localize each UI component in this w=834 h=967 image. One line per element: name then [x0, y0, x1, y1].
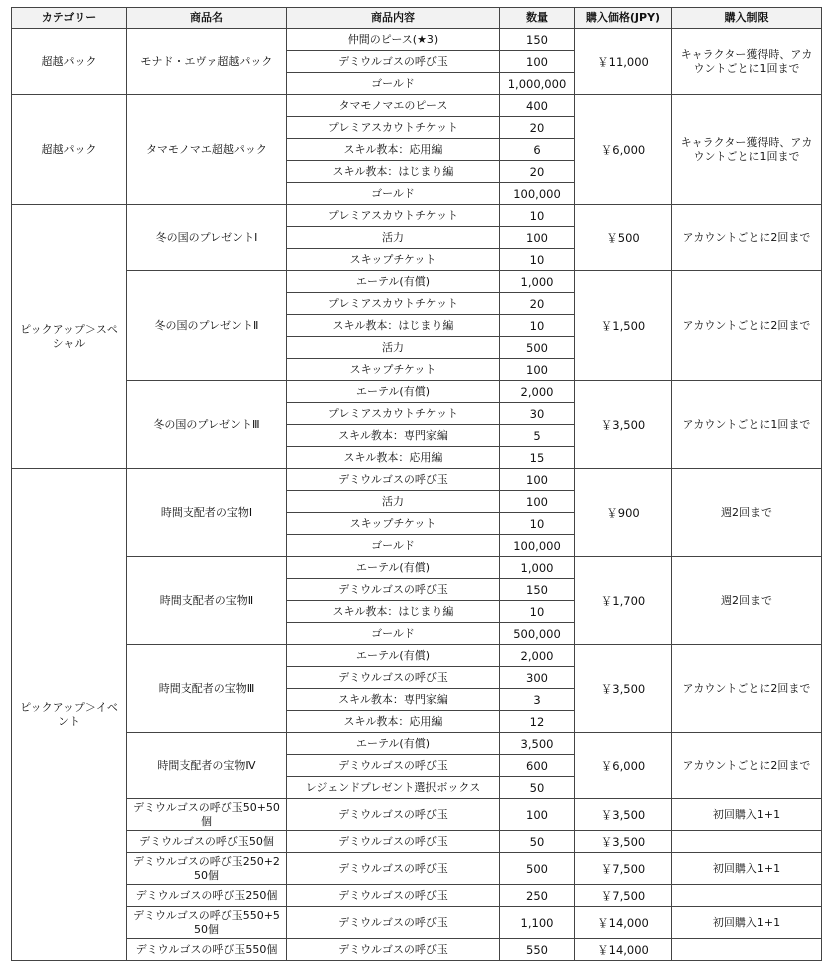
item-content-cell: デミウルゴスの呼び玉: [287, 667, 500, 689]
item-content-cell: デミウルゴスの呼び玉: [287, 939, 500, 961]
item-quantity-cell: 100: [500, 491, 575, 513]
category-cell: 超越パック: [12, 29, 127, 95]
table-row: [12, 733, 822, 755]
price-cell: ￥3,500: [575, 645, 672, 733]
product-name-cell: デミウルゴスの呼び玉250+250個: [127, 853, 287, 885]
item-quantity-cell: 6: [500, 139, 575, 161]
item-quantity-cell: 1,000,000: [500, 73, 575, 95]
item-quantity-cell: 100: [500, 799, 575, 831]
header-quantity: 数量: [500, 8, 575, 29]
item-quantity-cell: 20: [500, 293, 575, 315]
header-product-content: 商品内容: [287, 8, 500, 29]
header-purchase-limit: 購入制限: [672, 8, 822, 29]
item-content-cell: スキップチケット: [287, 359, 500, 381]
item-quantity-cell: 600: [500, 755, 575, 777]
item-content-cell: プレミアスカウトチケット: [287, 293, 500, 315]
purchase-limit-cell: 初回購入1+1: [672, 853, 822, 885]
product-name-cell: 時間支配者の宝物Ⅰ: [127, 469, 287, 557]
item-content-cell: タマモノマエのピース: [287, 95, 500, 117]
category-cell: 超越パック: [12, 95, 127, 205]
item-content-cell: エーテル(有償): [287, 271, 500, 293]
item-quantity-cell: 100: [500, 227, 575, 249]
product-name-cell: タマモノマエ超越パック: [127, 95, 287, 205]
item-quantity-cell: 150: [500, 29, 575, 51]
price-cell: ￥7,500: [575, 853, 672, 885]
item-content-cell: デミウルゴスの呼び玉: [287, 907, 500, 939]
item-content-cell: デミウルゴスの呼び玉: [287, 469, 500, 491]
item-content-cell: エーテル(有償): [287, 645, 500, 667]
item-content-cell: デミウルゴスの呼び玉: [287, 755, 500, 777]
item-quantity-cell: 20: [500, 117, 575, 139]
item-content-cell: 仲間のピース(★3): [287, 29, 500, 51]
item-content-cell: プレミアスカウトチケット: [287, 403, 500, 425]
table-row: [12, 853, 822, 885]
item-content-cell: スキル教本：応用編: [287, 139, 500, 161]
price-cell: ￥11,000: [575, 29, 672, 95]
table-row: [12, 271, 822, 293]
item-content-cell: プレミアスカウトチケット: [287, 117, 500, 139]
item-quantity-cell: 50: [500, 777, 575, 799]
table-row: [12, 381, 822, 403]
table-row: [12, 885, 822, 907]
price-cell: ￥14,000: [575, 939, 672, 961]
item-quantity-cell: 3: [500, 689, 575, 711]
item-quantity-cell: 150: [500, 579, 575, 601]
purchase-limit-cell: [672, 831, 822, 853]
item-quantity-cell: 100: [500, 469, 575, 491]
table-row: [12, 799, 822, 831]
item-quantity-cell: 550: [500, 939, 575, 961]
table-row: [12, 831, 822, 853]
item-quantity-cell: 100: [500, 51, 575, 73]
item-quantity-cell: 500: [500, 853, 575, 885]
table-row: [12, 557, 822, 579]
product-name-cell: 時間支配者の宝物Ⅱ: [127, 557, 287, 645]
item-content-cell: デミウルゴスの呼び玉: [287, 831, 500, 853]
item-content-cell: スキル教本：はじまり編: [287, 601, 500, 623]
purchase-limit-cell: [672, 885, 822, 907]
table-row: [12, 469, 822, 491]
item-content-cell: ゴールド: [287, 623, 500, 645]
item-quantity-cell: 10: [500, 601, 575, 623]
purchase-limit-cell: アカウントごとに1回まで: [672, 381, 822, 469]
table-body: [12, 29, 822, 961]
product-name-cell: デミウルゴスの呼び玉50個: [127, 831, 287, 853]
header-category: カテゴリー: [12, 8, 127, 29]
purchase-limit-cell: 初回購入1+1: [672, 907, 822, 939]
item-quantity-cell: 300: [500, 667, 575, 689]
item-content-cell: ゴールド: [287, 183, 500, 205]
purchase-limit-cell: キャラクター獲得時、アカウントごとに1回まで: [672, 29, 822, 95]
product-name-cell: 冬の国のプレゼントⅡ: [127, 271, 287, 381]
item-content-cell: スキル教本：専門家編: [287, 689, 500, 711]
item-content-cell: スキル教本：はじまり編: [287, 161, 500, 183]
table-row: [12, 907, 822, 939]
item-content-cell: スキル教本：応用編: [287, 447, 500, 469]
product-name-cell: 冬の国のプレゼントⅠ: [127, 205, 287, 271]
item-content-cell: エーテル(有償): [287, 381, 500, 403]
price-cell: ￥500: [575, 205, 672, 271]
price-cell: ￥3,500: [575, 381, 672, 469]
item-quantity-cell: 400: [500, 95, 575, 117]
item-content-cell: 活力: [287, 337, 500, 359]
item-quantity-cell: 100,000: [500, 183, 575, 205]
item-quantity-cell: 10: [500, 513, 575, 535]
item-quantity-cell: 5: [500, 425, 575, 447]
price-cell: ￥14,000: [575, 907, 672, 939]
item-quantity-cell: 50: [500, 831, 575, 853]
purchase-limit-cell: アカウントごとに2回まで: [672, 645, 822, 733]
item-content-cell: スキップチケット: [287, 513, 500, 535]
item-quantity-cell: 3,500: [500, 733, 575, 755]
purchase-limit-cell: 初回購入1+1: [672, 799, 822, 831]
purchase-limit-cell: 週2回まで: [672, 557, 822, 645]
product-name-cell: デミウルゴスの呼び玉550+550個: [127, 907, 287, 939]
item-content-cell: エーテル(有償): [287, 733, 500, 755]
price-cell: ￥1,700: [575, 557, 672, 645]
item-quantity-cell: 12: [500, 711, 575, 733]
header-row: [12, 8, 822, 29]
price-cell: ￥6,000: [575, 95, 672, 205]
price-cell: ￥900: [575, 469, 672, 557]
purchase-limit-cell: アカウントごとに2回まで: [672, 205, 822, 271]
item-quantity-cell: 10: [500, 315, 575, 337]
table-row: [12, 29, 822, 51]
price-cell: ￥6,000: [575, 733, 672, 799]
item-content-cell: スキル教本：応用編: [287, 711, 500, 733]
category-cell: ピックアップ＞イベント: [12, 469, 127, 961]
item-quantity-cell: 2,000: [500, 645, 575, 667]
item-content-cell: デミウルゴスの呼び玉: [287, 799, 500, 831]
item-content-cell: スキップチケット: [287, 249, 500, 271]
item-quantity-cell: 100: [500, 359, 575, 381]
item-content-cell: デミウルゴスの呼び玉: [287, 51, 500, 73]
table-row: [12, 645, 822, 667]
item-content-cell: プレミアスカウトチケット: [287, 205, 500, 227]
price-cell: ￥1,500: [575, 271, 672, 381]
product-name-cell: デミウルゴスの呼び玉50+50個: [127, 799, 287, 831]
item-quantity-cell: 250: [500, 885, 575, 907]
header-price: 購入価格(JPY): [575, 8, 672, 29]
item-quantity-cell: 2,000: [500, 381, 575, 403]
item-content-cell: 活力: [287, 227, 500, 249]
item-quantity-cell: 20: [500, 161, 575, 183]
product-name-cell: 冬の国のプレゼントⅢ: [127, 381, 287, 469]
purchase-limit-cell: アカウントごとに2回まで: [672, 733, 822, 799]
item-content-cell: レジェンドプレゼント選択ボックス: [287, 777, 500, 799]
item-content-cell: デミウルゴスの呼び玉: [287, 885, 500, 907]
item-quantity-cell: 100,000: [500, 535, 575, 557]
item-quantity-cell: 1,100: [500, 907, 575, 939]
item-quantity-cell: 30: [500, 403, 575, 425]
header-product-name: 商品名: [127, 8, 287, 29]
product-name-cell: デミウルゴスの呼び玉250個: [127, 885, 287, 907]
item-quantity-cell: 500,000: [500, 623, 575, 645]
table-row: [12, 939, 822, 961]
item-quantity-cell: 15: [500, 447, 575, 469]
item-quantity-cell: 1,000: [500, 271, 575, 293]
price-cell: ￥7,500: [575, 885, 672, 907]
item-quantity-cell: 10: [500, 205, 575, 227]
purchase-limit-cell: [672, 939, 822, 961]
table-row: [12, 95, 822, 117]
page: [11, 7, 822, 961]
product-name-cell: デミウルゴスの呼び玉550個: [127, 939, 287, 961]
item-content-cell: デミウルゴスの呼び玉: [287, 579, 500, 601]
item-content-cell: エーテル(有償): [287, 557, 500, 579]
category-cell: ピックアップ＞スペシャル: [12, 205, 127, 469]
purchase-limit-cell: 週2回まで: [672, 469, 822, 557]
product-name-cell: 時間支配者の宝物Ⅲ: [127, 645, 287, 733]
item-content-cell: ゴールド: [287, 535, 500, 557]
product-name-cell: 時間支配者の宝物Ⅳ: [127, 733, 287, 799]
price-cell: ￥3,500: [575, 831, 672, 853]
item-quantity-cell: 10: [500, 249, 575, 271]
price-cell: ￥3,500: [575, 799, 672, 831]
product-name-cell: モナド・エヴァ超越パック: [127, 29, 287, 95]
item-quantity-cell: 500: [500, 337, 575, 359]
item-content-cell: スキル教本：はじまり編: [287, 315, 500, 337]
shop-pack-table: [11, 7, 822, 961]
purchase-limit-cell: アカウントごとに2回まで: [672, 271, 822, 381]
table-row: [12, 205, 822, 227]
item-content-cell: スキル教本：専門家編: [287, 425, 500, 447]
purchase-limit-cell: キャラクター獲得時、アカウントごとに1回まで: [672, 95, 822, 205]
item-quantity-cell: 1,000: [500, 557, 575, 579]
item-content-cell: ゴールド: [287, 73, 500, 95]
item-content-cell: デミウルゴスの呼び玉: [287, 853, 500, 885]
item-content-cell: 活力: [287, 491, 500, 513]
